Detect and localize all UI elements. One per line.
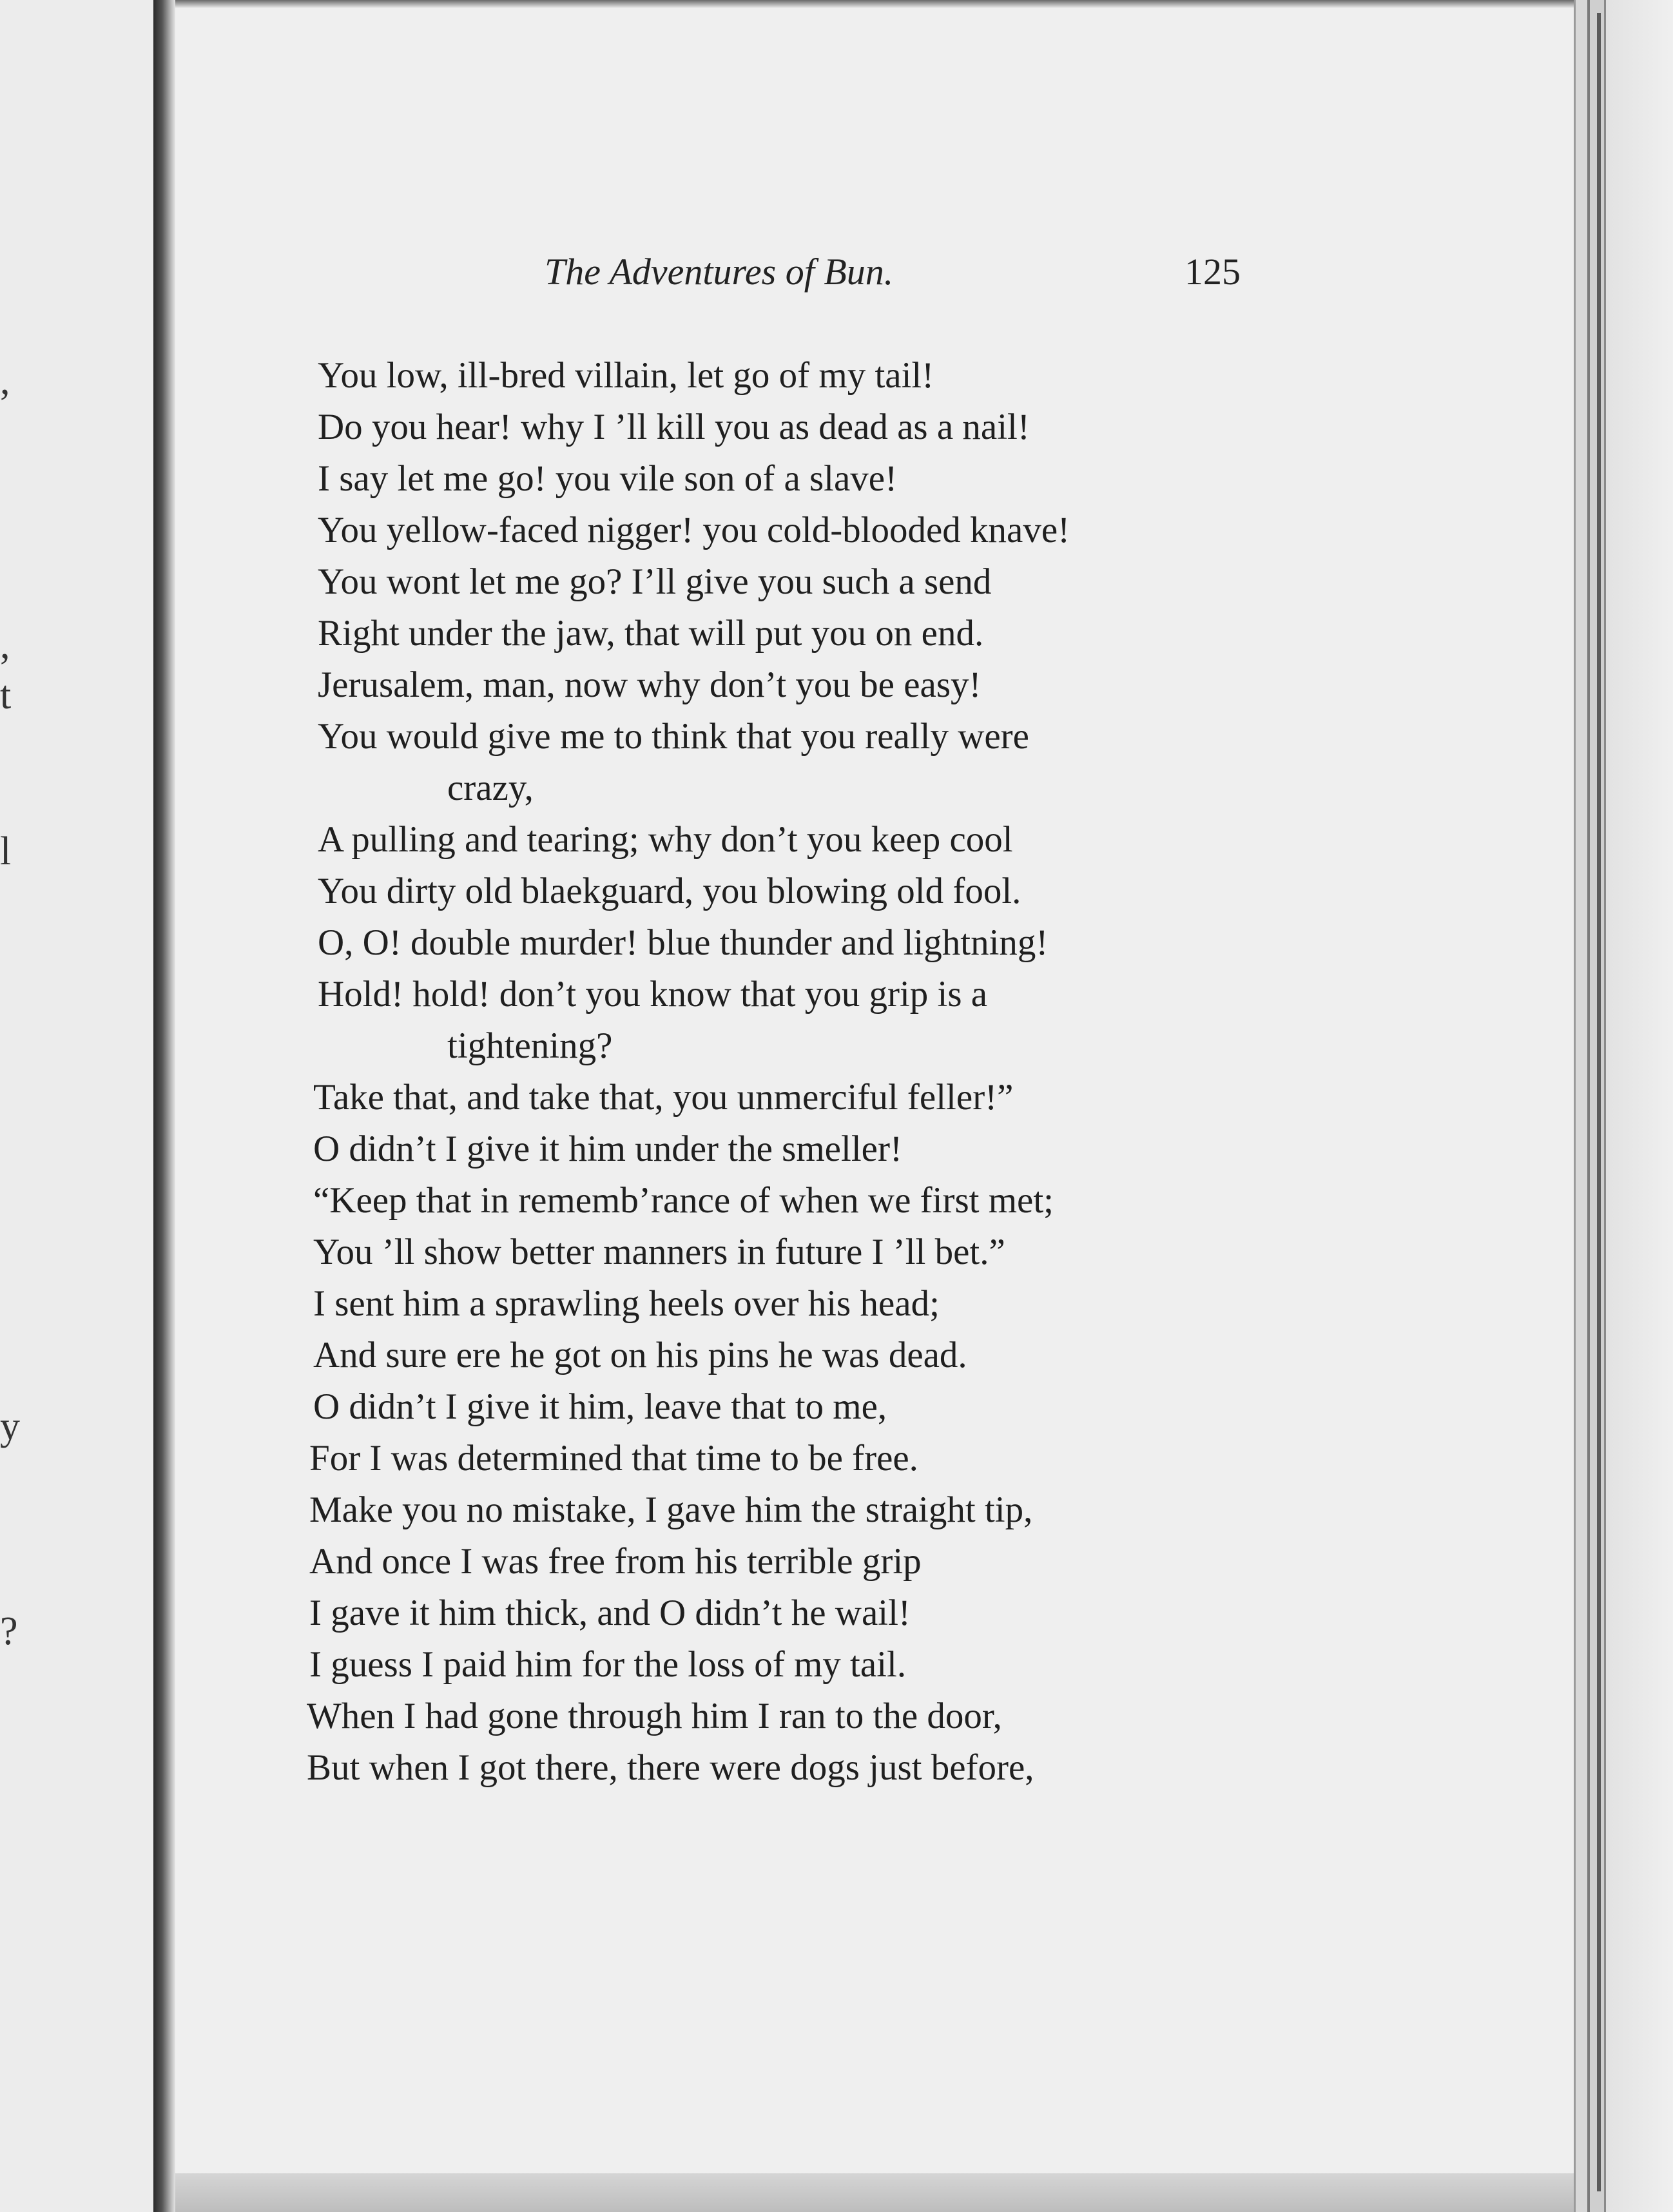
poem-line: O didn’t I give it him, leave that to me,: [313, 1386, 887, 1427]
poem-line: You wont let me go? I’ll give you such a send: [318, 561, 992, 602]
poem-line: For I was determined that time to be free.: [309, 1438, 918, 1479]
poem-line-continuation: crazy,: [447, 768, 534, 808]
page-number: 125: [1185, 251, 1241, 293]
poem-line: You dirty old blaekguard, you blowing old fool.: [318, 871, 1021, 911]
poem-line: Right under the jaw, that will put you on end.: [318, 613, 984, 654]
poem-line: Take that, and take that, you unmerciful feller!”: [313, 1077, 1014, 1118]
poem-line: But when I got there, there were dogs just before,: [307, 1747, 1034, 1788]
left-page-fragment: ,: [0, 623, 10, 667]
running-head-title: The Adventures of Bun.: [545, 251, 894, 293]
poem-line: A pulling and tearing; why don’t you keep cool: [318, 819, 1013, 860]
poem-line: You would give me to think that you really were: [318, 716, 1029, 757]
poem-line: And sure ere he got on his pins he was dead.: [313, 1335, 967, 1375]
poem-line: You low, ill-bred villain, let go of my tail!: [318, 355, 934, 396]
poem-line: Do you hear! why I ’ll kill you as dead as a nail!: [318, 407, 1030, 447]
poem-line: When I had gone through him I ran to the door,: [307, 1696, 1002, 1736]
poem-line: And once I was free from his terrible grip: [309, 1541, 922, 1582]
left-page-fragment: ,: [0, 359, 10, 403]
left-page-fragment: ?: [0, 1609, 18, 1653]
poem-line: I sent him a sprawling heels over his head;: [313, 1283, 940, 1324]
left-page-fragment: y: [0, 1404, 20, 1448]
poem-line: O, O! double murder! blue thunder and lightning!: [318, 922, 1049, 963]
poem-line: I gave it him thick, and O didn’t he wail!: [309, 1593, 911, 1633]
poem-line: Hold! hold! don’t you know that you grip is a: [318, 974, 988, 1014]
poem-line: Jerusalem, man, now why don’t you be easy!: [318, 665, 982, 705]
left-page-fragment: l: [0, 830, 12, 873]
poem-line: “Keep that in rememb’rance of when we first met;: [313, 1180, 1054, 1221]
poem-line: I guess I paid him for the loss of my tail.: [309, 1644, 907, 1685]
poem-line: Make you no mistake, I gave him the straight tip,: [309, 1489, 1033, 1530]
poem-line-continuation: tightening?: [447, 1025, 613, 1066]
poem-line: You ’ll show better manners in future I ’ll bet.”: [313, 1232, 1005, 1272]
left-page-fragment: t: [0, 674, 12, 717]
poem-line: O didn’t I give it him under the smeller!: [313, 1129, 902, 1169]
poem-line: You yellow-faced nigger! you cold-blooded knave!: [318, 510, 1070, 550]
poem-line: I say let me go! you vile son of a slave!: [318, 458, 898, 499]
